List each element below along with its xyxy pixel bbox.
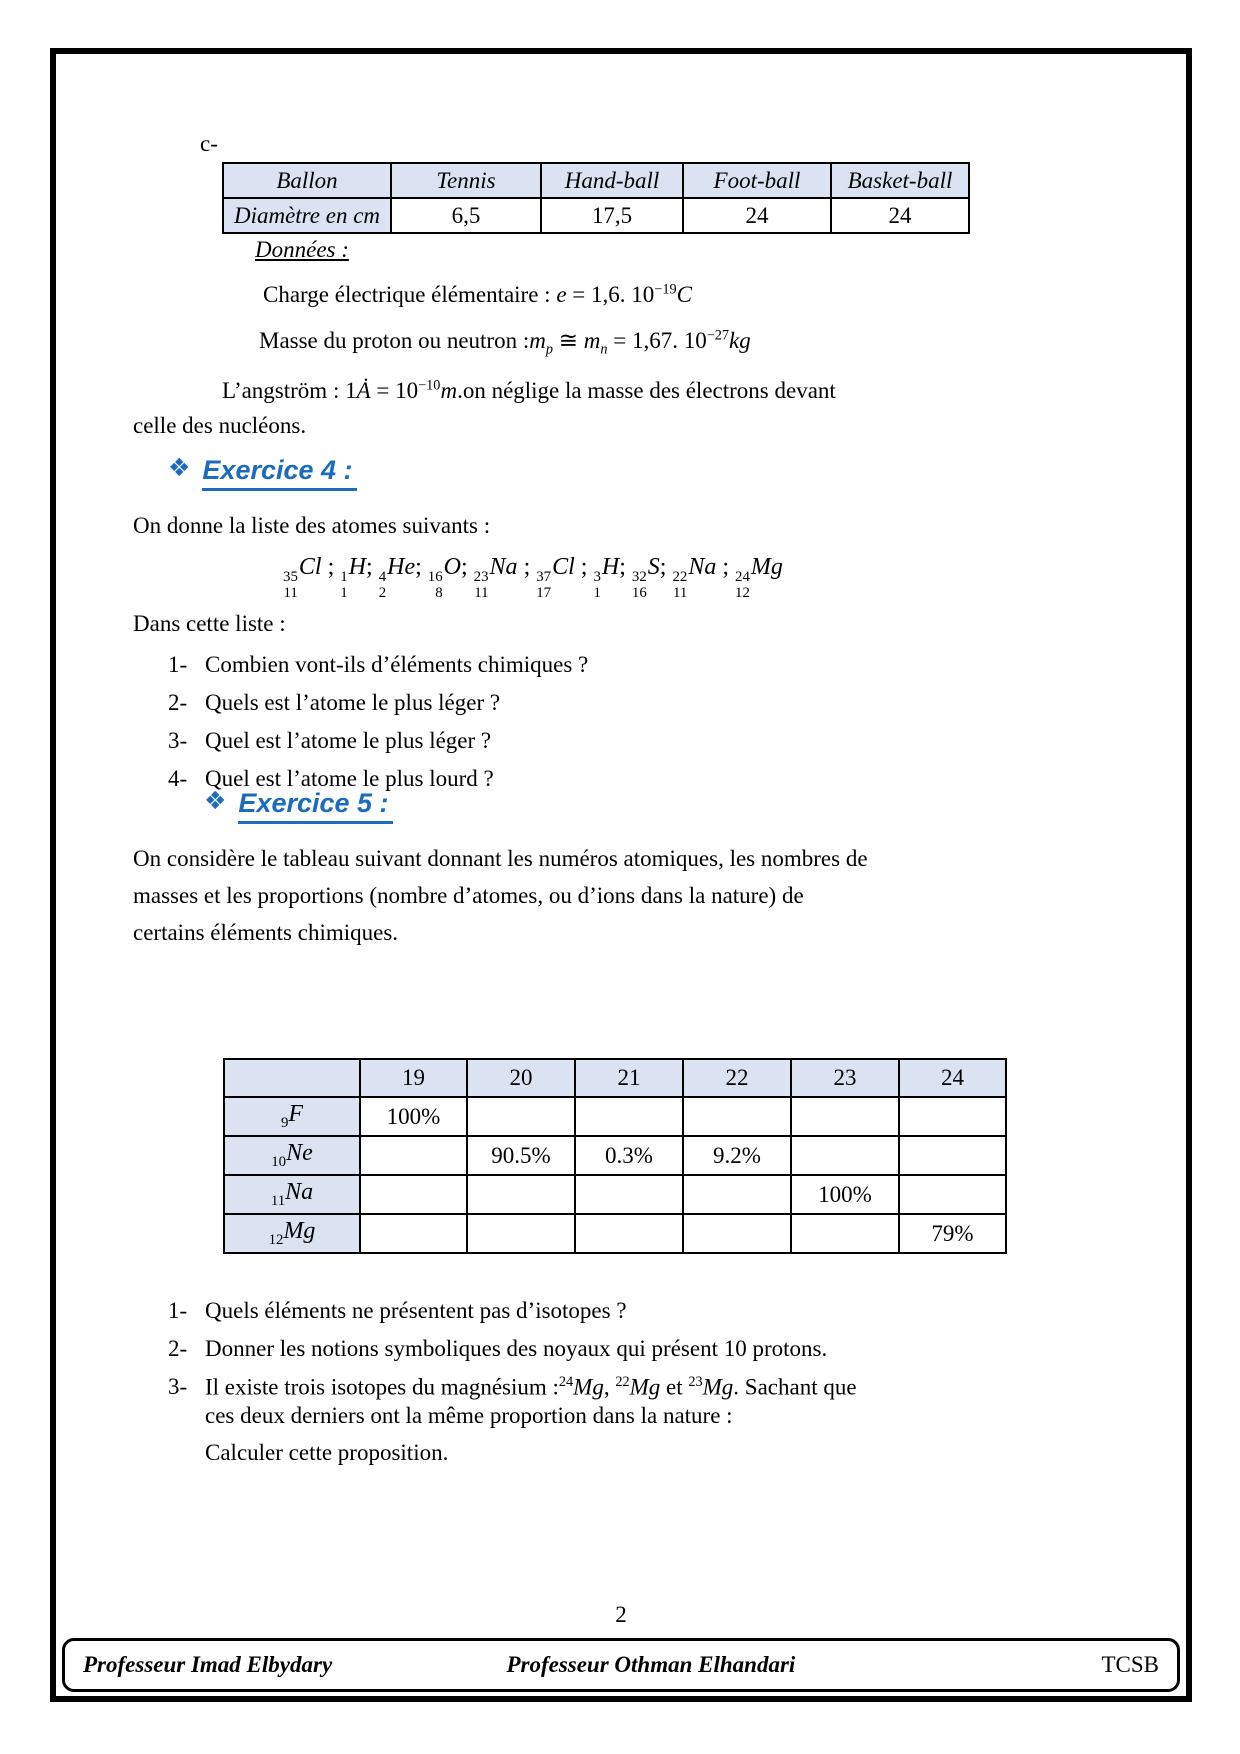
isotope-table-row [224,1136,1006,1175]
row-label-cell: Diamètre en cm [223,198,391,233]
table-cell: 90.5% [467,1136,575,1175]
row-label-cell: $_9$F [224,1097,360,1136]
ball-table-data-row [223,198,969,233]
table-cell [467,1175,575,1214]
donnees-title: Données : [255,237,349,262]
table-cell [575,1097,683,1136]
table-header-cell: Foot-ball [683,163,831,198]
question-number: 2- [168,1336,188,1361]
exercice4-heading [168,455,357,491]
table-cell: 100% [360,1097,467,1136]
exercice4-questions [168,652,1028,804]
intro-line: certains éléments chimiques. [133,920,399,945]
page-number: 2 [615,1602,627,1627]
question-line: Il existe trois isotopes du magnésium :$^{24}$Mg, $^{22}$Mg et $^{23}$Mg. Sachant que [205,1374,857,1400]
row-label-cell: $_{12}$Mg [224,1214,360,1253]
footer-professor-center: Professeur Othman Elhandari [506,1652,796,1677]
table-cell: 100% [791,1175,899,1214]
question-number: 1- [168,652,188,677]
table-cell [899,1136,1006,1175]
exercice5-title: Exercice 5 : [238,788,392,824]
footer-professor-left: Professeur Imad Elbydary [83,1652,333,1677]
exercice5-heading [204,788,393,824]
table-cell: 0.3% [575,1136,683,1175]
table-cell: 6,5 [391,198,541,233]
footer-bar [62,1638,1180,1692]
table-cell [575,1175,683,1214]
isotope-table-row [224,1097,1006,1136]
table-header-cell: Ballon [223,163,391,198]
question-item [168,652,1028,678]
table-cell [683,1097,791,1136]
question-number: 3- [168,728,188,753]
isotope-table-row [224,1214,1006,1253]
question-text: Donner les notions symboliques des noyaux qui présent 10 protons. [205,1336,828,1361]
question-line: ces deux derniers ont la même proportion dans la nature : [205,1402,733,1428]
formula-angstrom: L’angström : 1Ȧ = $10^{-10}m.on$ néglige la masse des électrons devant [222,377,836,403]
table-header-cell: 21 [575,1059,683,1097]
table-header-cell: 20 [467,1059,575,1097]
formula-mass: Masse du proton ou neutron $:m_p$ ≅ $m_n = 1,67$. $10^{-27}kg$ [259,327,751,358]
exercice4-intro: On donne la liste des atomes suivants : [133,513,491,538]
question-item [168,690,1028,716]
item-label-c: c- [200,131,218,156]
question-number: 1- [168,1298,188,1323]
question-item [168,1336,1068,1362]
diamond-bullet-icon: ❖ [204,787,227,815]
table-header-cell: Hand-ball [541,163,683,198]
table-header-cell: 23 [791,1059,899,1097]
table-cell [360,1214,467,1253]
exercice5-intro [133,840,1113,951]
intro-line: On considère le tableau suivant donnant les numéros atomiques, les nombres de [133,846,868,871]
footer-class-label: TCSB [1101,1652,1159,1677]
isotope-table-row [224,1175,1006,1214]
table-cell: 24 [831,198,969,233]
formula-charge: Charge électrique élémentaire : e = 1,6. $10^{-19}C$ [263,281,692,307]
table-cell [791,1097,899,1136]
table-cell [575,1214,683,1253]
question-number: 2- [168,690,188,715]
table-cell [683,1214,791,1253]
table-cell [791,1136,899,1175]
row-label-cell: $_{10}$Ne [224,1136,360,1175]
diamond-bullet-icon: ❖ [168,454,191,482]
question-item [168,1298,1068,1324]
exercice4-title: Exercice 4 : [202,455,356,491]
question-text: Quel est l’atome le plus léger ? [205,728,492,753]
table-cell: 9.2% [683,1136,791,1175]
exercice5-questions [168,1298,1068,1489]
table-cell [899,1175,1006,1214]
ball-table-header-row [223,163,969,198]
table-cell [360,1136,467,1175]
atoms-list: 35 11 Cl ; 1 1 H; 4 2 He; 16 8 O; 23 11 Na ; 37 17 Cl ; 3 1 H; 32 16 S; 22 11 Na ; 24 12 Mg [283,554,783,601]
table-cell [683,1175,791,1214]
table-cell [360,1175,467,1214]
table-cell [467,1214,575,1253]
question-item [168,728,1028,754]
question-text: Quels est l’atome le plus léger ? [205,690,501,715]
question-text [205,1374,1068,1477]
table-cell: 79% [899,1214,1006,1253]
ball-table [222,162,970,234]
table-header-cell: Basket-ball [831,163,969,198]
question-text: Quels éléments ne présentent pas d’isotopes ? [205,1298,627,1323]
exercice4-list-intro: Dans cette liste : [133,611,286,636]
question-number: 3- [168,1374,188,1399]
table-cell [899,1097,1006,1136]
intro-line: masses et les proportions (nombre d’atomes, ou d’ions dans la nature) de [133,883,804,908]
table-header-cell: 22 [683,1059,791,1097]
question-line: Calculer cette proposition. [205,1439,449,1465]
table-header-cell: 19 [360,1059,467,1097]
question-text: Combien vont-ils d’éléments chimiques ? [205,652,589,677]
table-cell: 24 [683,198,831,233]
question-text: Quel est l’atome le plus lourd ? [205,766,494,791]
table-cell [791,1214,899,1253]
isotope-table-header-row [224,1059,1006,1097]
row-label-cell: $_{11}$Na [224,1175,360,1214]
question-item [168,1374,1068,1477]
table-cell [467,1097,575,1136]
formula-angstrom-continuation: celle des nucléons. [133,413,307,438]
question-number: 4- [168,766,188,791]
table-header-cell: 24 [899,1059,1006,1097]
isotope-table [223,1058,1007,1254]
table-header-cell: Tennis [391,163,541,198]
table-cell: 17,5 [541,198,683,233]
table-header-cell [224,1059,360,1097]
